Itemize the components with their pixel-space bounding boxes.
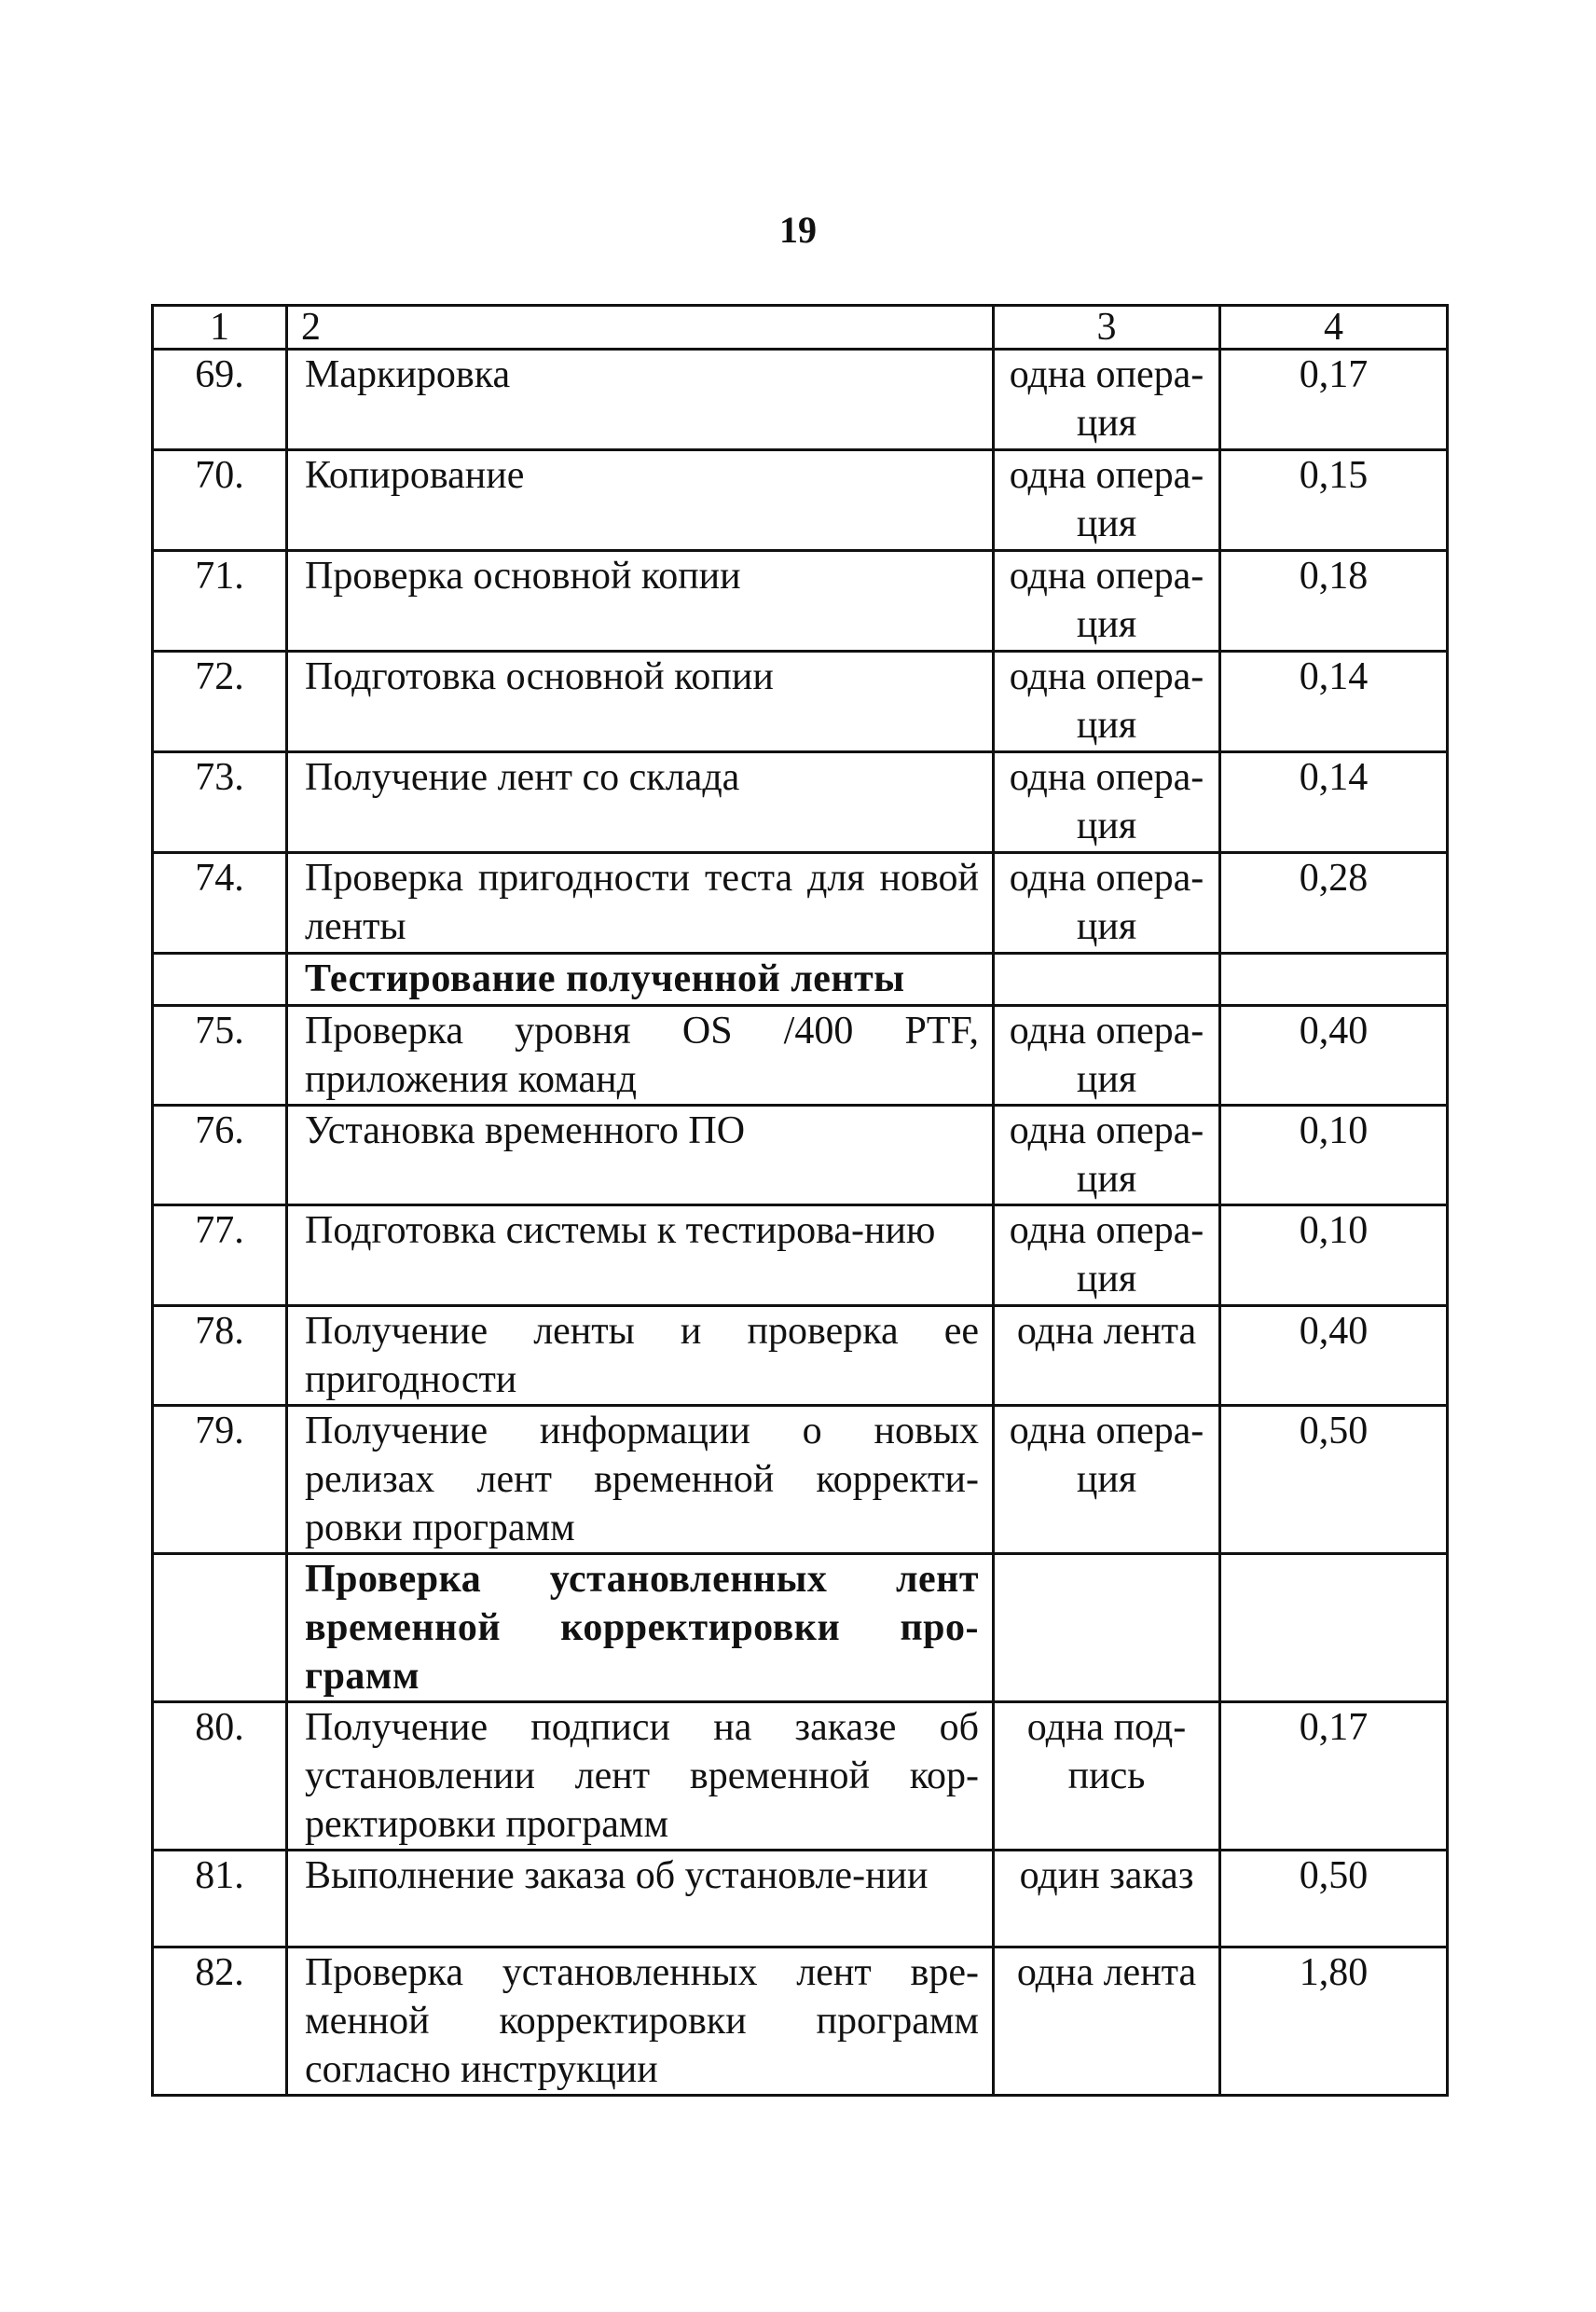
unit-of-measure: одна лента (994, 1947, 1220, 2096)
section-title: Тестирование полученной ленты (287, 954, 994, 1006)
operation-name: Проверка основной копии (287, 551, 994, 652)
table-row (153, 1205, 1448, 1306)
column-header-1: 1 (153, 306, 287, 350)
table-row (153, 1006, 1448, 1106)
norm-value: 0,10 (1220, 1205, 1448, 1306)
column-header-3: 3 (994, 306, 1220, 350)
norm-value: 0,14 (1220, 652, 1448, 752)
row-number: 70. (153, 450, 287, 551)
table-row (153, 1702, 1448, 1851)
unit-of-measure: один заказ (994, 1851, 1220, 1947)
table-row (153, 450, 1448, 551)
empty-cell (994, 954, 1220, 1006)
norms-table (151, 304, 1449, 2097)
norm-value: 0,50 (1220, 1406, 1448, 1554)
row-number: 78. (153, 1306, 287, 1406)
table-header-row (153, 306, 1448, 350)
operation-name: Копирование (287, 450, 994, 551)
table-row (153, 1106, 1448, 1205)
norm-value: 0,50 (1220, 1851, 1448, 1947)
norm-value: 0,15 (1220, 450, 1448, 551)
norm-value: 0,17 (1220, 1702, 1448, 1851)
row-number: 79. (153, 1406, 287, 1554)
operation-name: Проверка уровня OS /400 PTF, приложения команд (287, 1006, 994, 1106)
row-number: 74. (153, 853, 287, 954)
unit-of-measure: одна под-пись (994, 1702, 1220, 1851)
operation-name: Получение лент со склада (287, 752, 994, 853)
empty-cell (153, 954, 287, 1006)
row-number: 72. (153, 652, 287, 752)
row-number: 77. (153, 1205, 287, 1306)
operation-name: Проверка пригодности теста для новой ленты (287, 853, 994, 954)
unit-of-measure: одна опера-ция (994, 752, 1220, 853)
norm-value: 1,80 (1220, 1947, 1448, 2096)
row-number: 82. (153, 1947, 287, 2096)
row-number: 80. (153, 1702, 287, 1851)
unit-of-measure: одна опера-ция (994, 853, 1220, 954)
page-number: 19 (779, 209, 817, 251)
table-row (153, 853, 1448, 954)
unit-of-measure: одна опера-ция (994, 551, 1220, 652)
column-header-4: 4 (1220, 306, 1448, 350)
row-number: 71. (153, 551, 287, 652)
table-row (153, 1851, 1448, 1947)
unit-of-measure: одна опера-ция (994, 652, 1220, 752)
norm-value: 0,40 (1220, 1006, 1448, 1106)
unit-of-measure: одна опера-ция (994, 1205, 1220, 1306)
row-number: 69. (153, 350, 287, 450)
norm-value: 0,40 (1220, 1306, 1448, 1406)
norm-value: 0,10 (1220, 1106, 1448, 1205)
unit-of-measure: одна опера-ция (994, 450, 1220, 551)
column-header-2: 2 (287, 306, 994, 350)
table-row (153, 652, 1448, 752)
section-title: Проверка установленных лент временной корректировки про-грамм (287, 1554, 994, 1702)
unit-of-measure: одна опера-ция (994, 1406, 1220, 1554)
empty-cell (994, 1554, 1220, 1702)
norm-value: 0,18 (1220, 551, 1448, 652)
norm-value: 0,28 (1220, 853, 1448, 954)
table-row (153, 1306, 1448, 1406)
unit-of-measure: одна опера-ция (994, 1006, 1220, 1106)
operation-name: Проверка установленных лент вре-менной корректировки программ согласно инструкции (287, 1947, 994, 2096)
row-number: 76. (153, 1106, 287, 1205)
section-row (153, 954, 1448, 1006)
operation-name: Установка временного ПО (287, 1106, 994, 1205)
operation-name: Получение подписи на заказе об установлении лент временной кор-ректировки программ (287, 1702, 994, 1851)
norm-value: 0,17 (1220, 350, 1448, 450)
table-row (153, 752, 1448, 853)
operation-name: Выполнение заказа об установле-нии (287, 1851, 994, 1947)
operation-name: Подготовка основной копии (287, 652, 994, 752)
table-row (153, 551, 1448, 652)
table-row (153, 1947, 1448, 2096)
norm-value: 0,14 (1220, 752, 1448, 853)
unit-of-measure: одна опера-ция (994, 1106, 1220, 1205)
empty-cell (1220, 954, 1448, 1006)
operation-name: Получение информации о новых релизах лент временной корректи-ровки программ (287, 1406, 994, 1554)
operation-name: Подготовка системы к тестирова-нию (287, 1205, 994, 1306)
operation-name: Маркировка (287, 350, 994, 450)
empty-cell (1220, 1554, 1448, 1702)
unit-of-measure: одна опера-ция (994, 350, 1220, 450)
operation-name: Получение ленты и проверка ее пригодности (287, 1306, 994, 1406)
row-number: 81. (153, 1851, 287, 1947)
row-number: 75. (153, 1006, 287, 1106)
empty-cell (153, 1554, 287, 1702)
table-row (153, 350, 1448, 450)
row-number: 73. (153, 752, 287, 853)
unit-of-measure: одна лента (994, 1306, 1220, 1406)
table-row (153, 1406, 1448, 1554)
section-row (153, 1554, 1448, 1702)
